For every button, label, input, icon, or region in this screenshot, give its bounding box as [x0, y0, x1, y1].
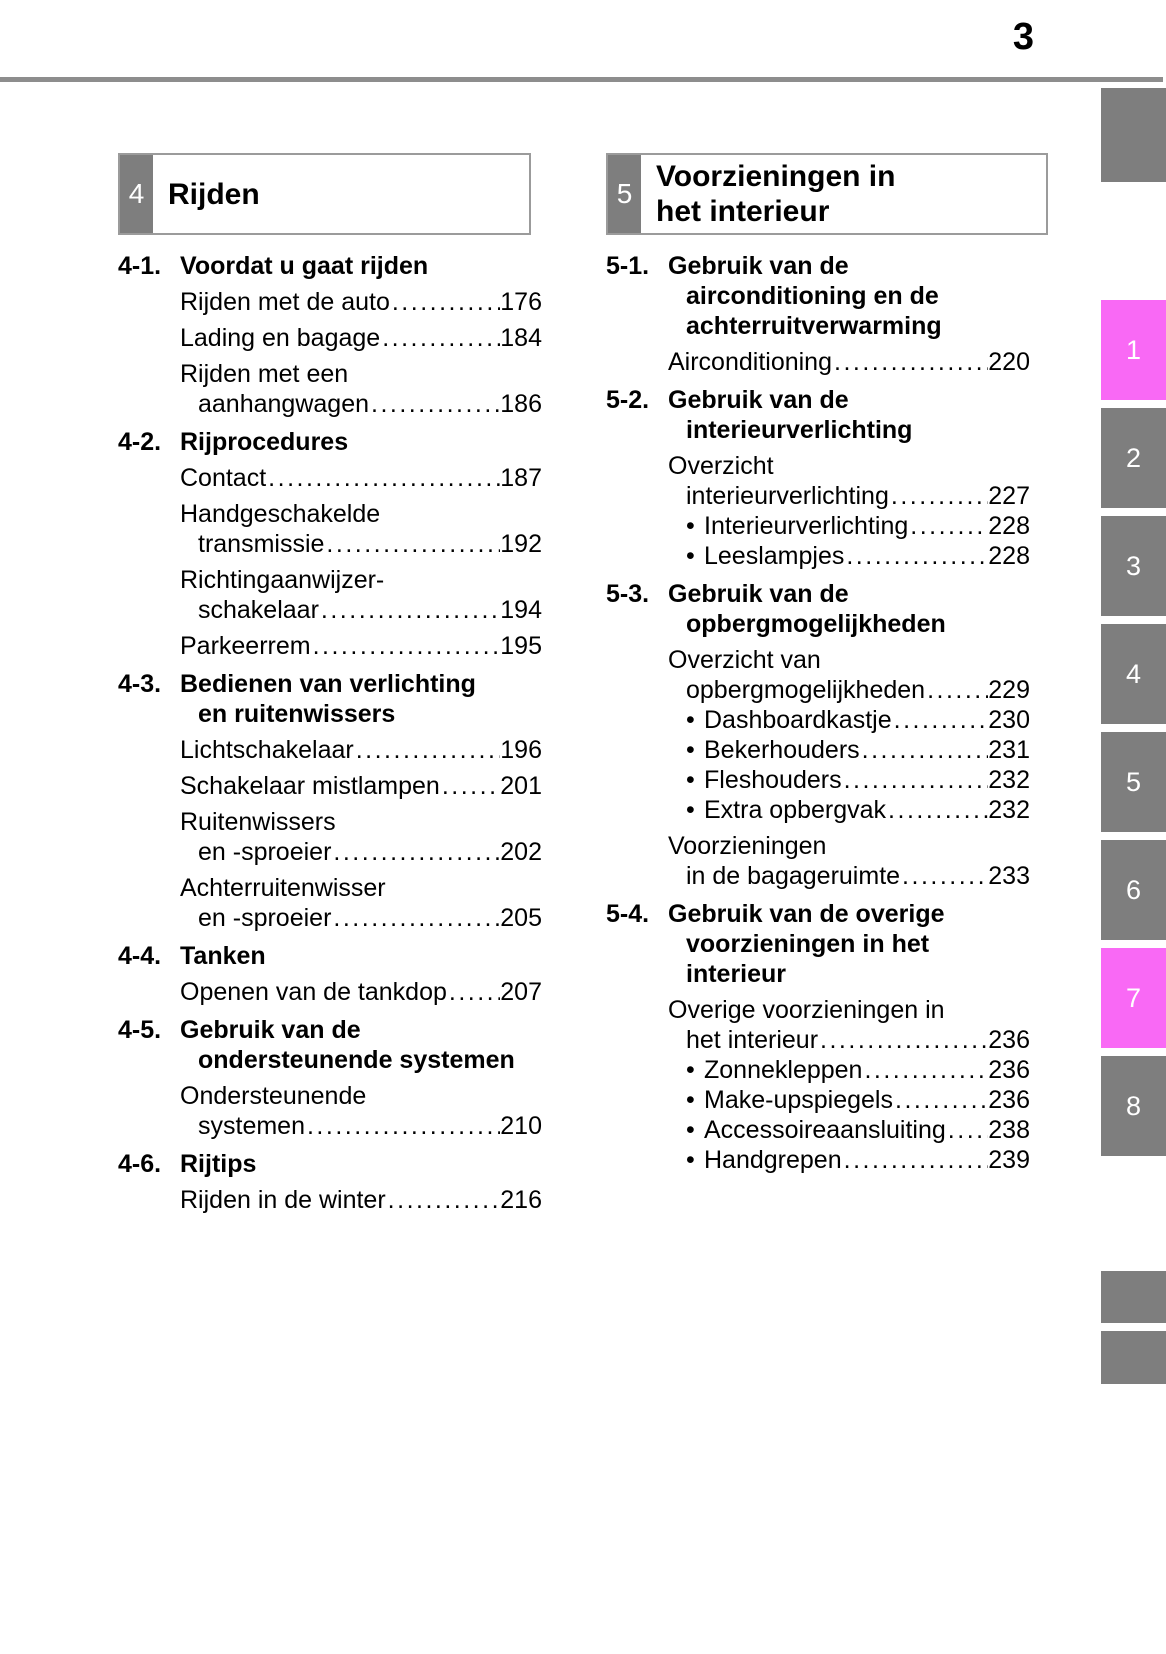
toc-row-label: Interieurverlichting [704, 512, 909, 540]
page-reference: 220 [988, 348, 1030, 376]
toc-row-cont [118, 1111, 542, 1141]
toc-row-label: Rijden met een [180, 360, 349, 388]
chapter-header [606, 153, 1048, 235]
toc-row-heading [118, 1149, 542, 1179]
toc-row-label: en -sproeier [198, 904, 332, 932]
toc-row-heading-cont [606, 959, 1030, 989]
toc-row-entry [606, 451, 1030, 481]
toc-row-bullet [606, 765, 1030, 795]
page-reference: 176 [500, 288, 542, 316]
toc-row-label: Contact [180, 464, 267, 492]
dot-leader [324, 529, 500, 559]
dot-leader [380, 323, 500, 353]
toc-row-entry [118, 735, 542, 765]
page-reference: 195 [500, 632, 542, 660]
toc-row-heading-cont [606, 281, 1030, 311]
toc-row-label: Lading en bagage [180, 324, 381, 352]
toc-row-label: interieurverlichting [686, 482, 889, 510]
toc-row-label: interieur [686, 960, 787, 988]
toc-row-heading [118, 941, 542, 971]
bullet-icon: • [686, 1086, 695, 1114]
side-tab-1: 1 [1101, 300, 1166, 400]
dot-leader [390, 287, 500, 317]
toc-row-label: aanhangwagen [198, 390, 369, 418]
toc-row-label: Rijprocedures [180, 428, 349, 456]
chapter-header [118, 153, 531, 235]
page-reference: 201 [500, 772, 542, 800]
toc-row-heading [606, 385, 1030, 415]
toc-row-label: Richtingaanwijzer- [180, 566, 385, 594]
chapter-title [153, 155, 260, 233]
toc-row-label: Rijtips [180, 1150, 257, 1178]
toc-row-label: transmissie [198, 530, 325, 558]
toc-row-entry [118, 873, 542, 903]
dot-leader [925, 675, 988, 705]
toc-row-entry [118, 807, 542, 837]
page-reference: 196 [500, 736, 542, 764]
toc-column-left [118, 153, 542, 1215]
side-tab-blank-top [1101, 88, 1166, 182]
toc-row-entry [606, 645, 1030, 675]
toc-row-entry [118, 287, 542, 317]
side-tab-3: 3 [1101, 516, 1166, 616]
toc-row-label: Handgrepen [704, 1146, 842, 1174]
dot-leader [886, 795, 988, 825]
toc-row-cont [606, 1025, 1030, 1055]
toc-row-entry [118, 499, 542, 529]
toc-row-label: Voorzieningen [668, 832, 827, 860]
dot-leader [832, 347, 988, 377]
side-tab-7: 7 [1101, 948, 1166, 1048]
toc-row-cont [606, 861, 1030, 891]
dot-leader [305, 1111, 500, 1141]
dot-leader [447, 977, 500, 1007]
toc-row-label: Dashboardkastje [704, 706, 892, 734]
page-reference: 236 [988, 1056, 1030, 1084]
dot-leader [844, 541, 988, 571]
toc-row-bullet [606, 705, 1030, 735]
dot-leader [889, 481, 988, 511]
toc-row-cont [118, 595, 542, 625]
toc-row-label: Parkeerrem [180, 632, 311, 660]
toc-row-label: Gebruik van de overige [668, 900, 945, 928]
dot-leader [440, 771, 500, 801]
toc-row-label: Ruitenwissers [180, 808, 336, 836]
toc-row-bullet [606, 735, 1030, 765]
toc-row-cont [118, 389, 542, 419]
toc-row-cont [118, 837, 542, 867]
section-number: 5-1. [606, 252, 650, 280]
toc-row-entry [118, 463, 542, 493]
page-reference: 210 [500, 1112, 542, 1140]
toc-row-label: Airconditioning [668, 348, 832, 376]
section-number: 5-2. [606, 386, 650, 414]
toc-row-label: Lichtschakelaar [180, 736, 354, 764]
toc-row-label: Tanken [180, 942, 266, 970]
toc-row-entry [118, 323, 542, 353]
toc-rows [606, 251, 1030, 1175]
toc-row-entry [606, 995, 1030, 1025]
chapter-title-line: Rijden [168, 177, 260, 211]
toc-rows [118, 251, 542, 1215]
toc-row-entry [118, 771, 542, 801]
page-reference: 236 [988, 1026, 1030, 1054]
dot-leader [842, 765, 989, 795]
page-reference: 236 [988, 1086, 1030, 1114]
bullet-icon: • [686, 796, 695, 824]
toc-row-heading-cont [606, 415, 1030, 445]
dot-leader [354, 735, 501, 765]
toc-row-bullet [606, 1145, 1030, 1175]
dot-leader [900, 861, 988, 891]
toc-row-heading [118, 1015, 542, 1045]
page-reference: 233 [988, 862, 1030, 890]
section-number: 4-5. [118, 1016, 162, 1044]
toc-row-entry [118, 565, 542, 595]
toc-row-bullet [606, 1055, 1030, 1085]
side-tab-5: 5 [1101, 732, 1166, 832]
toc-row-label: Schakelaar mistlampen [180, 772, 440, 800]
section-number: 4-4. [118, 942, 162, 970]
toc-row-heading [606, 579, 1030, 609]
side-tab-2: 2 [1101, 408, 1166, 508]
toc-row-label: Overzicht [668, 452, 774, 480]
section-number: 5-4. [606, 900, 650, 928]
toc-row-cont [118, 903, 542, 933]
toc-row-label: Bekerhouders [704, 736, 860, 764]
toc-row-label: systemen [198, 1112, 305, 1140]
bullet-icon: • [686, 1116, 695, 1144]
toc-row-cont [606, 675, 1030, 705]
page-reference: 187 [500, 464, 542, 492]
toc-row-label: Gebruik van de [668, 386, 849, 414]
toc-row-label: Rijden in de winter [180, 1186, 386, 1214]
toc-row-label: Ondersteunende [180, 1082, 367, 1110]
side-tab-6: 6 [1101, 840, 1166, 940]
toc-row-entry [118, 1081, 542, 1111]
toc-row-label: Overzicht van [668, 646, 821, 674]
dot-leader [266, 463, 500, 493]
toc-row-label: Accessoireaansluiting [704, 1116, 946, 1144]
page-reference: 232 [988, 766, 1030, 794]
dot-leader [908, 511, 988, 541]
toc-row-label: Extra opbergvak [704, 796, 887, 824]
toc-row-heading [118, 251, 542, 281]
dot-leader [946, 1115, 988, 1145]
bullet-icon: • [686, 706, 695, 734]
toc-row-heading-cont [606, 311, 1030, 341]
toc-row-label: interieurverlichting [686, 416, 913, 444]
section-number: 4-1. [118, 252, 162, 280]
toc-row-heading-cont [606, 609, 1030, 639]
section-number: 4-6. [118, 1150, 162, 1178]
page-reference: 228 [988, 512, 1030, 540]
toc-row-label: in de bagageruimte [686, 862, 901, 890]
dot-leader [319, 595, 500, 625]
bullet-icon: • [686, 766, 695, 794]
page-reference: 229 [988, 676, 1030, 704]
toc-row-cont [606, 481, 1030, 511]
page-reference: 207 [500, 978, 542, 1006]
toc-row-heading [118, 669, 542, 699]
toc-row-bullet [606, 1115, 1030, 1145]
toc-row-label: voorzieningen in het [686, 930, 930, 958]
page-reference: 186 [500, 390, 542, 418]
bullet-icon: • [686, 1056, 695, 1084]
dot-leader [893, 1085, 988, 1115]
page-reference: 227 [988, 482, 1030, 510]
toc-row-label: Openen van de tankdop [180, 978, 447, 1006]
toc-row-label: Achterruitenwisser [180, 874, 386, 902]
toc-row-entry [118, 977, 542, 1007]
page-reference: 238 [988, 1116, 1030, 1144]
chapter-title-line: Voorzieningen in [656, 160, 896, 193]
page-reference: 232 [988, 796, 1030, 824]
page-reference: 205 [500, 904, 542, 932]
side-tab-blank-bottom-2 [1101, 1331, 1166, 1384]
toc-row-entry [606, 347, 1030, 377]
toc-row-label: Bedienen van verlichting [180, 670, 476, 698]
toc-row-heading-cont [606, 929, 1030, 959]
page-reference: 184 [500, 324, 542, 352]
toc-row-label: Make-upspiegels [704, 1086, 893, 1114]
bullet-icon: • [686, 512, 695, 540]
bullet-icon: • [686, 736, 695, 764]
toc-row-label: Handgeschakelde [180, 500, 381, 528]
toc-row-label: Voordat u gaat rijden [180, 252, 429, 280]
toc-row-heading [606, 899, 1030, 929]
toc-row-label: ondersteunende systemen [198, 1046, 515, 1074]
toc-row-heading-cont [118, 699, 542, 729]
toc-row-label: opbergmogelijkheden [686, 610, 946, 638]
side-tab-blank-bottom-1 [1101, 1271, 1166, 1323]
toc-row-label: Overige voorzieningen in [668, 996, 945, 1024]
page-reference: 194 [500, 596, 542, 624]
toc-row-heading [118, 427, 542, 457]
toc-row-entry [606, 831, 1030, 861]
dot-leader [386, 1185, 501, 1215]
dot-leader [331, 837, 500, 867]
toc-column-right [606, 153, 1030, 1175]
toc-row-label: Gebruik van de [180, 1016, 361, 1044]
toc-row-bullet [606, 511, 1030, 541]
dot-leader [818, 1025, 988, 1055]
toc-row-label: Gebruik van de [668, 252, 849, 280]
toc-row-bullet [606, 1085, 1030, 1115]
side-tab-4: 4 [1101, 624, 1166, 724]
toc-row-label: Gebruik van de [668, 580, 849, 608]
toc-row-label: schakelaar [198, 596, 319, 624]
toc-row-label: opbergmogelijkheden [686, 676, 926, 704]
toc-row-cont [118, 529, 542, 559]
dot-leader [331, 903, 500, 933]
page-reference: 231 [988, 736, 1030, 764]
toc-row-bullet [606, 795, 1030, 825]
section-number: 4-2. [118, 428, 162, 456]
page-reference: 228 [988, 542, 1030, 570]
toc-row-label: Zonnekleppen [704, 1056, 863, 1084]
page-reference: 216 [500, 1186, 542, 1214]
side-tab-8: 8 [1101, 1056, 1166, 1156]
chapter-number-badge: 4 [120, 155, 153, 233]
toc-row-label: Fleshouders [704, 766, 842, 794]
toc-row-label: airconditioning en de [686, 282, 939, 310]
toc-row-bullet [606, 541, 1030, 571]
chapter-title-line: het interieur [656, 195, 830, 228]
page-reference: 192 [500, 530, 542, 558]
toc-row-label: het interieur [686, 1026, 819, 1054]
toc-row-heading-cont [118, 1045, 542, 1075]
toc-row-label: achterruitverwarming [686, 312, 942, 340]
toc-row-heading [606, 251, 1030, 281]
chapter-title [641, 155, 895, 233]
dot-leader [842, 1145, 989, 1175]
dot-leader [860, 735, 989, 765]
toc-row-entry [118, 359, 542, 389]
page-reference: 202 [500, 838, 542, 866]
dot-leader [862, 1055, 988, 1085]
bullet-icon: • [686, 1146, 695, 1174]
chapter-number-badge: 5 [608, 155, 641, 233]
toc-row-label: en ruitenwissers [198, 700, 396, 728]
page-reference: 230 [988, 706, 1030, 734]
dot-leader [311, 631, 501, 661]
section-number: 5-3. [606, 580, 650, 608]
dot-leader [369, 389, 500, 419]
toc-row-label: en -sproeier [198, 838, 332, 866]
toc-row-label: Leeslampjes [704, 542, 845, 570]
toc-row-label: Rijden met de auto [180, 288, 390, 316]
bullet-icon: • [686, 542, 695, 570]
header-rule [0, 77, 1163, 82]
toc-row-entry [118, 1185, 542, 1215]
toc-row-entry [118, 631, 542, 661]
section-number: 4-3. [118, 670, 162, 698]
page-reference: 239 [988, 1146, 1030, 1174]
page-number: 3 [1012, 16, 1034, 58]
dot-leader [892, 705, 989, 735]
